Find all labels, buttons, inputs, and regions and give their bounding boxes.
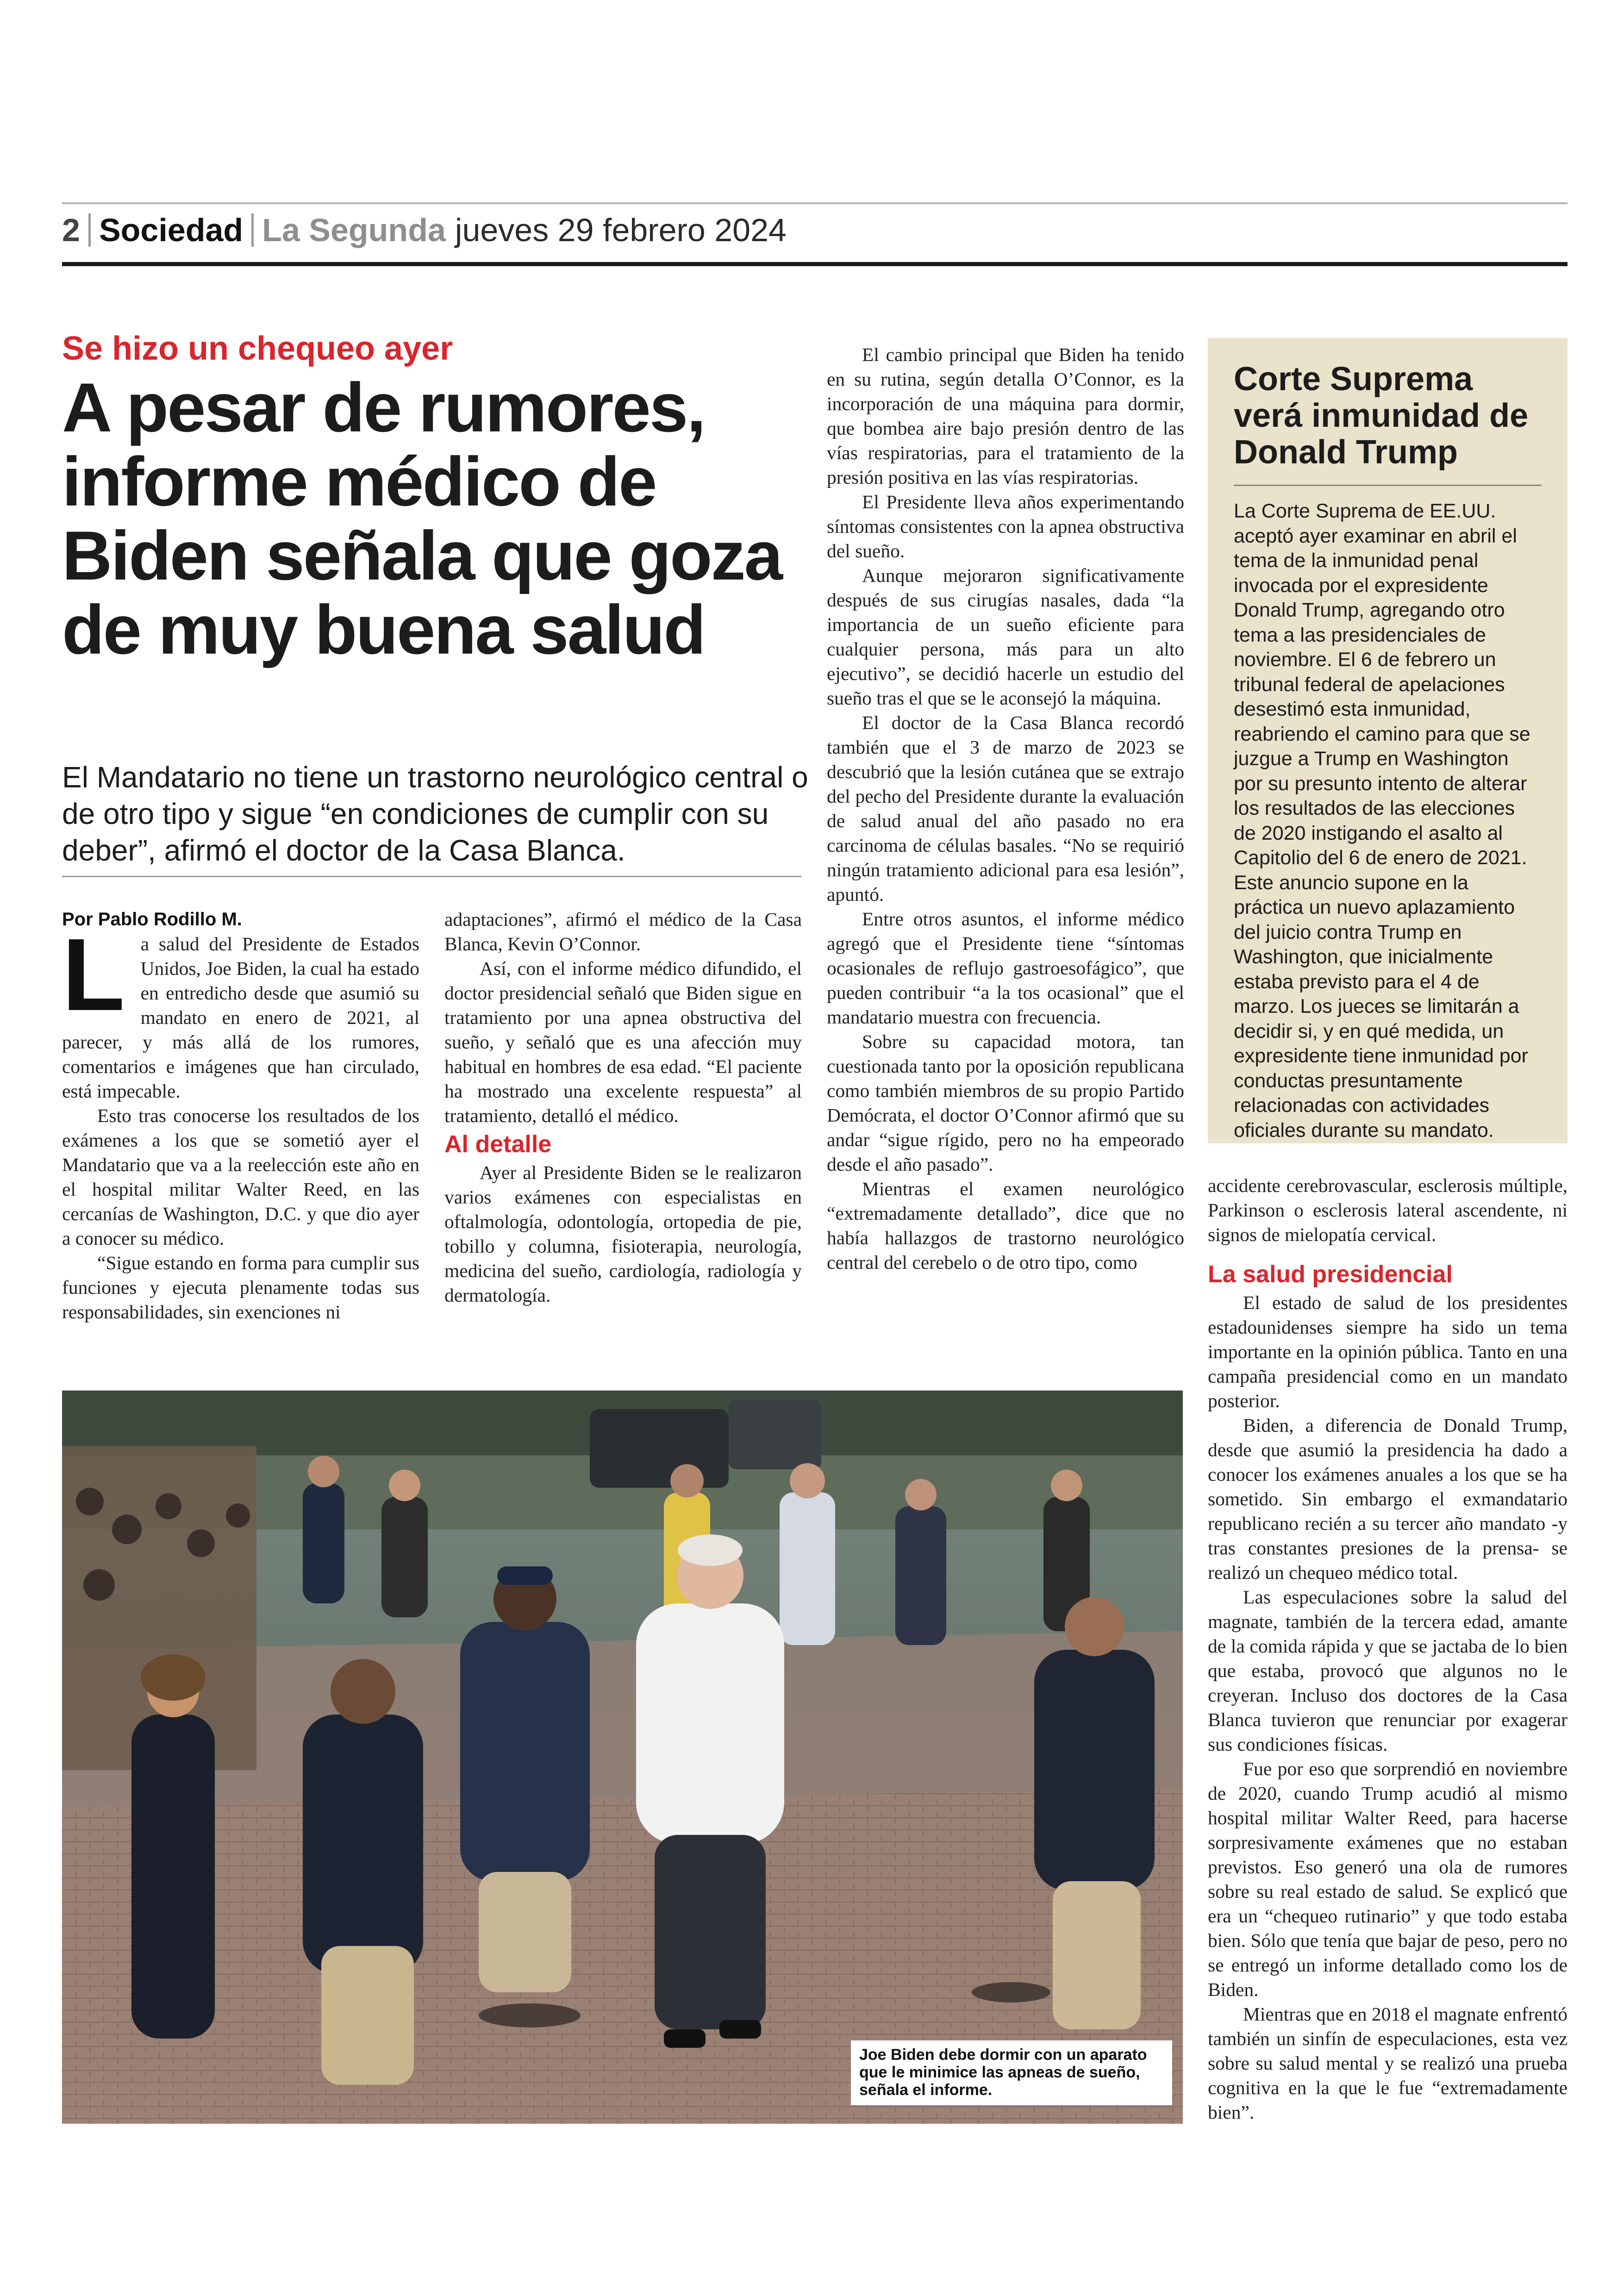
deck-rule — [62, 876, 801, 877]
news-photo — [62, 1391, 1183, 2124]
kicker: Se hizo un chequeo ayer — [62, 330, 453, 367]
section-name: Sociedad — [99, 212, 244, 248]
body-paragraph: Esto tras conocerse los resultados de los exámenes a los que se sometió ayer el Mandatario que va a la reelección este año en el hospital militar Walter Reed, en las cercanías de Washington, D.C. y que dio ayer a conocer su médico. — [62, 1105, 419, 1249]
page-number: 2 — [62, 212, 80, 248]
body-paragraph: Sobre su capacidad motora, tan cuestionada tanto por la oposición republicana como también miembros de su propio Partido Demócrata, el doctor O’Connor afirmó que su andar “sigue rígido, pero no ha empeorado desde el año pasado”. — [827, 1031, 1184, 1175]
body-paragraph: Entre otros asuntos, el informe médico agregó que el Presidente tiene “síntomas ocasionales de reflujo gastroesofágico”, que pueden contribuir “a la tos ocasional” que el mandatario muestra con frecuencia. — [827, 908, 1184, 1028]
body-paragraph: El cambio principal que Biden ha tenido en su rutina, según detalla O’Connor, es la incorporación de una máquina para dormir, que bombea aire bajo presión dentro de las vías respiratorias, para el tratamiento de la presión positiva en las vías respiratorias. — [827, 344, 1184, 488]
subhead-salud-presidencial: La salud presidencial — [1208, 1261, 1453, 1288]
drop-cap: L — [62, 917, 125, 1032]
publication-name: La Segunda — [262, 212, 446, 248]
sidebar-title: Corte Suprema verá inmunidad de Donald Trump — [1234, 361, 1529, 471]
article-column-3 — [827, 343, 1184, 1275]
body-paragraph: adaptaciones”, afirmó el médico de la Casa Blanca, Kevin O’Connor. — [444, 909, 802, 954]
issue-date: jueves 29 febrero 2024 — [455, 212, 787, 248]
sidebar-body: La Corte Suprema de EE.UU. aceptó ayer examinar en abril el tema de la inmunidad penal invocada por el expresidente Donald Trump, agregando otro tema a las presidenciales de noviembre. El 6 de febrero un tribunal federal de apelaciones desestimó esta inmunidad, reabriendo el camino para que se juzgue a Trump en Washington por su presunto intento de alterar los resultados de las elecciones de 2020 instigando el asalto al Capitolio del 6 de enero de 2021. Este anuncio supone en la práctica un nuevo aplazamiento del juicio contra Trump en Washington, que inicialmente estaba previsto para el 4 de marzo. Los jueces se limitarán a decidir si, y en qué medida, un expresidente tiene inmunidad por conductas presuntamente relacionadas con actividades oficiales durante su mandato. — [1234, 500, 1530, 1141]
folio-divider — [88, 213, 91, 247]
body-paragraph: Fue por eso que sorprendió en noviembre de 2020, cuando Trump acudió al mismo hospital militar Walter Reed, para hacerse sorpresivamente exámenes que no estaban previstos. Eso generó una ola de rumores sobre su real estado de salud. Se explicó que era un “chequeo rutinario” y que todo estaba bien. Sólo que tenía que bajar de peso, pero no se entregó un informe detallado como los de Biden. — [1208, 1758, 1568, 2000]
deck: El Mandatario no tiene un trastorno neurológico central o de otro tipo y sigue “en condiciones de cumplir con su deber”, afirmó el doctor de la Casa Blanca. — [62, 761, 808, 867]
body-paragraph: Las especulaciones sobre la salud del magnate, también de la tercera edad, amante de la comida rápida y que se jactaba de lo bien que estaba, provocó que algunos no le creyeran. Incluso dos doctores de la Casa Blanca tuvieron que renunciar por exagerar sus condiciones físicas. — [1208, 1586, 1568, 1755]
folio-bottom-rule — [62, 262, 1568, 266]
byline: Por Pablo Rodillo M. — [62, 909, 242, 929]
body-paragraph: Así, con el informe médico difundido, el doctor presidencial señaló que Biden sigue en tratamiento por una apnea obstructiva del sueño, y señaló que es una afección muy habitual en hombres de esa edad. “El paciente ha mostrado una excelente respuesta” al tratamiento, detalló el médico. — [444, 958, 802, 1126]
body-paragraph: El Presidente lleva años experimentando síntomas consistentes con la apnea obstructiva del sueño. — [827, 491, 1184, 561]
folio — [62, 209, 787, 251]
folio-divider — [251, 213, 254, 247]
body-paragraph: Mientras que en 2018 el magnate enfrentó también un sinfín de especulaciones, esta vez sobre su salud mental y se realizó una prueba cognitiva en la que le fue “extremadamente bien”. — [1208, 2003, 1568, 2123]
sidebar-box — [1208, 338, 1568, 1143]
headline: A pesar de rumores, informe médico de Biden señala que goza de muy buena salud — [62, 368, 782, 668]
photo-caption: Joe Biden debe dormir con un aparato que le minimice las apneas de sueño, señala el informe. — [851, 2040, 1172, 2105]
sidebar-rule — [1234, 485, 1542, 486]
article-column-2 — [444, 907, 802, 1308]
body-paragraph: Biden, a diferencia de Donald Trump, desde que asumió la presidencia ha dado a conocer los exámenes anuales a los que se ha sometido. Sin embargo el exmandatario republicano recién a su tercer año mandato -y tras constantes presiones de la prensa- se realizó un chequeo médico total. — [1208, 1415, 1568, 1583]
subhead-al-detalle: Al detalle — [444, 1131, 552, 1158]
body-paragraph: El doctor de la Casa Blanca recordó también que el 3 de marzo de 2023 se descubrió que la lesión cutánea que se extrajo del pecho del Presidente durante la evaluación de salud anual del año pasado no era carcinoma de células basales. “No se requirió ningún tratamiento adicional para esa lesión”, apuntó. — [827, 712, 1184, 905]
body-paragraph: Mientras el examen neurológico “extremadamente detallado”, dice que no había hallazgos de trastorno neurológico central del cerebelo o de otro tipo, como — [827, 1178, 1184, 1273]
article-column-1 — [62, 907, 419, 1324]
body-paragraph: “Sigue estando en forma para cumplir sus funciones y ejecuta plenamente todas sus responsabilidades, sin exenciones ni — [62, 1252, 419, 1322]
body-paragraph: a salud del Presidente de Estados Unidos, Joe Biden, la cual ha estado en entredicho desde que asumió su mandato en enero de 2021, al parecer, y más allá de los rumores, comentarios e imágenes que han circulado, está impecable. — [62, 933, 419, 1102]
article-column-4 — [1208, 1173, 1568, 2125]
photo-illustration — [62, 1391, 1183, 2124]
folio-top-rule — [62, 202, 1568, 204]
body-paragraph: El estado de salud de los presidentes estadounidenses siempre ha sido un tema importante en la opinión pública. Tanto en una campaña presidencial como en un mandato posterior. — [1208, 1292, 1568, 1411]
body-paragraph: Ayer al Presidente Biden se le realizaron varios exámenes con especialistas en oftalmología, odontología, ortopedia de pie, tobillo y columna, fisioterapia, neurología, medicina del sueño, cardiología, radiología y dermatología. — [444, 1162, 802, 1306]
body-paragraph: Aunque mejoraron significativamente después de sus cirugías nasales, dada “la importancia de un sueño eficiente para cualquier persona, más para un alto ejecutivo”, se decidió hacerle un estudio del sueño tras el que se le aconsejó la máquina. — [827, 565, 1184, 709]
body-paragraph: accidente cerebrovascular, esclerosis múltiple, Parkinson o esclerosis lateral ascendente, ni signos de mielopatía cervical. — [1208, 1175, 1568, 1245]
